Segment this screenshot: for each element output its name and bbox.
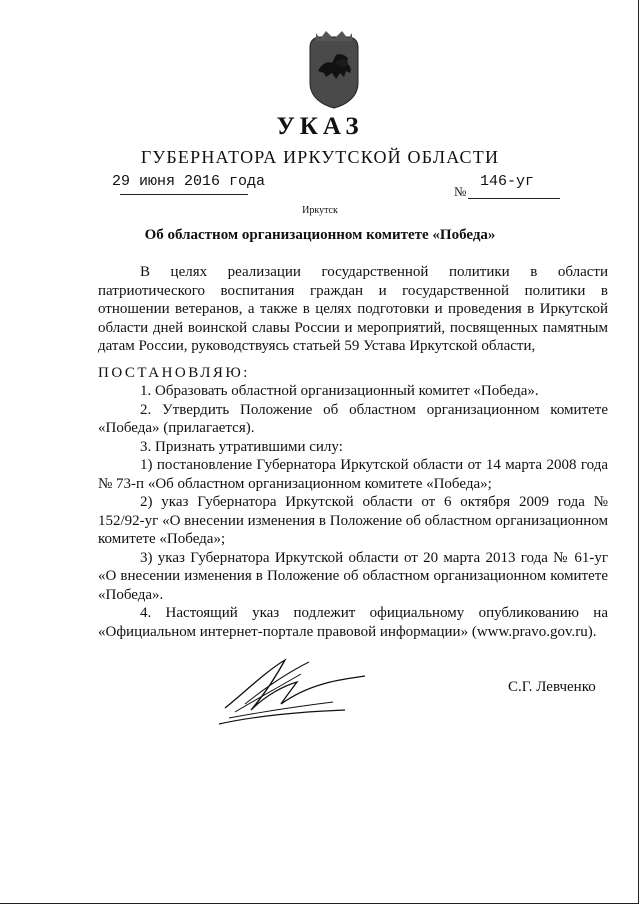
handwritten-signature: [205, 652, 375, 730]
city-name: Иркутск: [302, 205, 338, 216]
preamble: [98, 263, 608, 356]
signatory-name: С.Г. Левченко: [508, 679, 596, 695]
decree-items: [98, 382, 608, 641]
item-3-sub-1: 1) постановление Губернатора Иркутской области от 14 марта 2008 года № 73-п «Об областном организационном комитете «Победа»;: [98, 457, 608, 492]
document-heading: Об областном организационном комитете «Победа»: [144, 227, 496, 243]
decree-date: 29 июня 2016 года: [112, 173, 266, 190]
preamble-text: В целях реализации государственной политики в области патриотического воспитания граждан и государственной политики в отношении ветеранов, а также в целях подготовки и проведения в Иркутской области дней воинской славы России и мероприятий, посвященных памятным датам России, руководствуясь статьей 59 Устава Иркутской области,: [98, 264, 608, 354]
decree-word: ПОСТАНОВЛЯЮ:: [98, 365, 250, 381]
decree-title: УКАЗ: [276, 113, 364, 140]
item-2: 2. Утвердить Положение об областном организационном комитете «Победа» (прилагается).: [98, 401, 608, 436]
item-3: 3. Признать утратившими силу:: [140, 438, 343, 455]
number-sign: №: [454, 184, 467, 199]
issuer-subtitle: ГУБЕРНАТОРА ИРКУТСКОЙ ОБЛАСТИ: [140, 147, 500, 167]
number-underline: [468, 198, 560, 199]
irkutsk-coat-of-arms-icon: [302, 27, 366, 109]
decree-number: 146-уг: [480, 173, 535, 190]
item-1: 1. Образовать областной организационный комитет «Победа».: [140, 383, 539, 399]
item-3-sub-3: 3) указ Губернатора Иркутской области от 20 марта 2013 года № 61-уг «О внесении изменения в Положение об областном организационном комитете «Победа».: [98, 549, 608, 603]
date-underline: [120, 194, 248, 195]
item-3-sub-2: 2) указ Губернатора Иркутской области от 6 октября 2009 года № 152/92-уг «О внесении изменения в Положение об областном организационном комитете «Победа»;: [98, 494, 609, 547]
item-4: 4. Настоящий указ подлежит официальному опубликованию на «Официальном интернет-портале правовой информации» (www.pravo.gov.ru).: [98, 605, 608, 640]
